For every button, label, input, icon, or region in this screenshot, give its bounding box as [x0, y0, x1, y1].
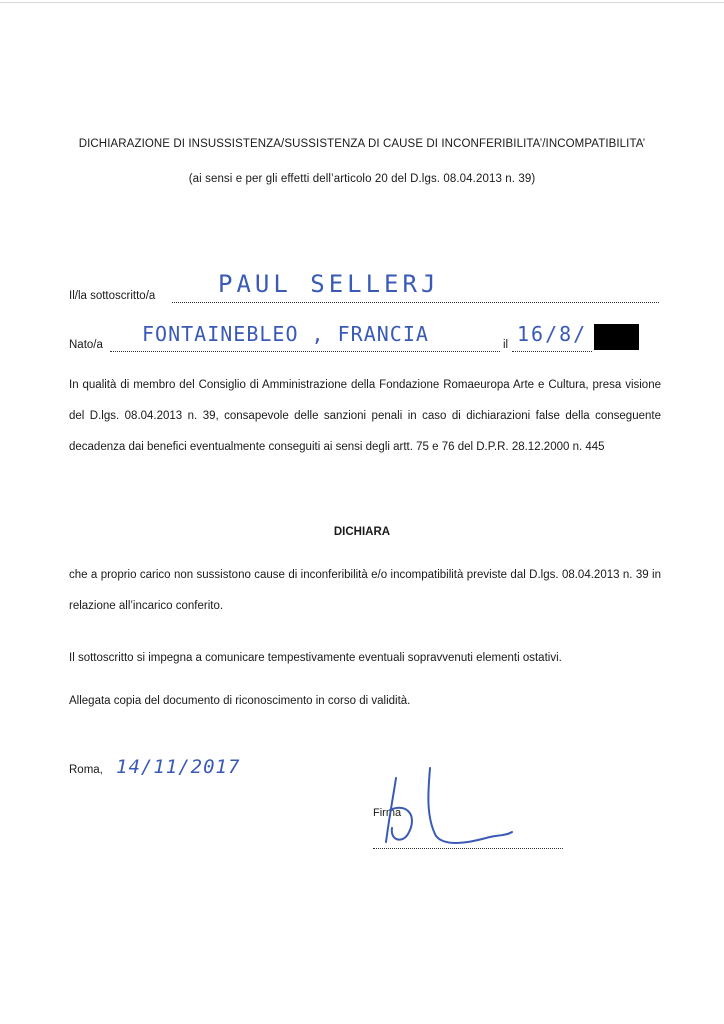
place-label: Roma, — [69, 764, 103, 776]
signatory-handwritten: PAUL SELLERJ — [218, 270, 440, 298]
commitment-paragraph: Il sottoscritto si impegna a comunicare tempestivamente eventuali sopravvenuti elementi ostativi. — [69, 652, 562, 664]
born-label: Nato/a — [69, 339, 103, 351]
birthplace-handwritten: FONTAINEBLEO , FRANCIA — [142, 322, 429, 346]
declaration-paragraph: che a proprio carico non sussistono cause di inconferibilità e/o incompatibilità previste dal D.lgs. 08.04.2013 n. 39 in relazione all’incarico conferito. — [69, 569, 661, 612]
date-handwritten: 14/11/2017 — [116, 756, 241, 778]
document-title: DICHIARAZIONE DI INSUSSISTENZA/SUSSISTENZA DI CAUSE DI INCONFERIBILITA’/INCOMPATIBILITA’ — [78, 138, 646, 150]
born-dotted-line — [110, 351, 500, 352]
attachment-paragraph: Allegata copia del documento di riconoscimento in corso di validità. — [69, 695, 411, 707]
signatory-label: Il/la sottoscritto/a — [69, 290, 156, 302]
handwritten-signature — [368, 762, 518, 852]
signature-dotted-line — [373, 848, 563, 849]
premise-paragraph: In qualità di membro del Consiglio di Amministrazione della Fondazione Romaeuropa Arte e Cultura, presa visione del D.lgs. 08.04.2013 n. 39, consapevole delle sanzioni penali in caso di dichiarazioni false della conseguente decadenza dai benefici eventualmente conseguiti ai sensi degli artt. 75 e 76 del D.P.R. 28.12.2000 n. 445 — [69, 379, 661, 453]
signatory-dotted-line — [172, 302, 659, 303]
redaction-box — [594, 324, 639, 350]
scan-edge-line — [0, 2, 724, 3]
birth-date-handwritten: 16/8/ — [517, 322, 588, 346]
birth-date-dotted-line — [512, 351, 592, 352]
document-subtitle: (ai sensi e per gli effetti dell’articolo 20 del D.lgs. 08.04.2013 n. 39) — [188, 173, 536, 185]
signature-label: Firma — [373, 807, 402, 819]
declaration-heading: DICHIARA — [333, 526, 391, 538]
birth-date-label: il — [503, 339, 509, 351]
